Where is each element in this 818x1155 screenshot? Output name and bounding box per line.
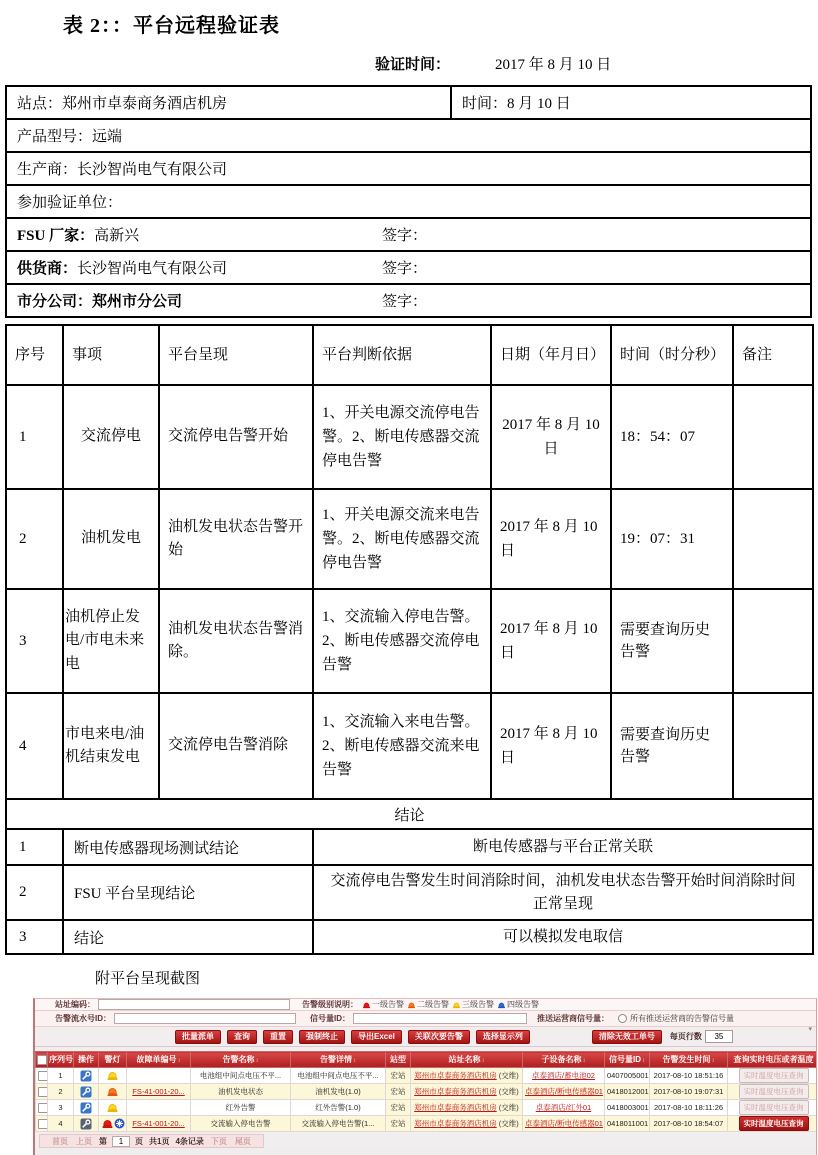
ticket-cell [127,1084,191,1100]
cell-no: 3 [6,589,63,693]
conclusion-item: 结论 [63,920,313,954]
cell-basis: 1、交流输入停电告警。2、断电传感器交流停电告警 [313,589,491,693]
sub-device-link[interactable]: 卓泰酒店/断电传感器01 [525,1087,603,1096]
row-checkbox[interactable] [38,1119,48,1129]
cell-basis: 1、开关电源交流停电告警。2、断电传感器交流停电告警 [313,385,491,489]
cell-date: 2017 年 8 月 10 日 [491,693,611,799]
site-name-cell [411,1116,523,1132]
cell-date: 2017 年 8 月 10 日 [491,489,611,589]
site-suffix: (交维) [496,1103,519,1112]
platform-screenshot [33,998,817,1155]
participants-cell: 参加验证单位： [17,195,123,211]
verify-time-label: 验证时间： [375,57,451,73]
header-row [6,325,813,385]
cell-no: 1 [6,829,63,865]
col-seq: 序列号 [48,1052,74,1068]
site-code-input[interactable] [98,999,290,1010]
cell-no: 1 [6,385,63,489]
conclusion-result: 交流停电告警发生时间消除时间，油机发电状态告警开始时间消除时间正常呈现 [313,865,813,920]
col-header-date: 日期（年月日） [491,325,611,385]
alarm-row [36,1100,818,1116]
record-count-label: 4条记录 [175,1136,204,1146]
query-button[interactable]: 查询 [227,1030,257,1044]
col-signal-id[interactable]: 信号量ID ↕ [605,1052,650,1068]
cell-no: 2 [6,489,63,589]
branch-sign-label: 签字： [382,294,428,310]
branch-cell [7,290,182,311]
conclusion-item: FSU 平台呈现结论 [63,865,313,920]
conclusion-row [6,829,813,865]
cell-date: 2017 年 8 月 10 日 [491,589,611,693]
seq-cell: 3 [48,1100,74,1116]
cell-time: 18：54：07 [611,385,733,489]
orange-alarm-lamp-icon [106,1086,119,1097]
seq-cell: 4 [48,1116,74,1132]
alarm-lamp-cell [99,1068,127,1084]
pagination-bar [39,1134,264,1148]
prev-page-button[interactable]: 上页 [76,1136,92,1146]
alarm-name-cell: 红外告警 [191,1100,291,1116]
push-operator-label: 推送运营商信号量： [537,1014,609,1023]
signal-id-cell: 0418011001 [605,1116,650,1132]
red-alarm-lamp-icon [101,1118,114,1129]
site-name-cell [411,1068,523,1084]
select-all-checkbox[interactable] [37,1055,47,1065]
legend-item-label: 一级告警 [372,1000,404,1009]
cell-item-text: 油机发电 [80,530,141,547]
alarm-detail-cell: 油机发电(1.0) [291,1084,386,1100]
col-header-time: 时间（时分秒） [611,325,733,385]
alarm-table-header-row [36,1052,818,1068]
info-row-fsu [7,217,810,250]
site-name-cell [411,1100,523,1116]
col-alarm-detail[interactable]: 告警详情 ↕ [291,1052,386,1068]
alarm-serial-label: 告警流水号ID： [55,1014,111,1023]
product-cell: 产品型号：远端 [17,129,123,145]
alarm-time-cell: 2017-08-10 18:51:16 [650,1068,728,1084]
branch-label: 市分公司： [17,294,93,310]
info-table [5,85,812,318]
ticket-cell [127,1068,191,1084]
legend-item-level3 [451,999,494,1010]
col-header-basis: 平台判断依据 [313,325,491,385]
row-select-cell[interactable] [36,1100,48,1116]
select-columns-button[interactable]: 选择显示列 [476,1030,530,1044]
alarm-name-cell: 油机发电状态 [191,1084,291,1100]
rows-per-page-label: 每页行数 [669,1032,702,1041]
manufacturer-cell: 生产商：长沙智尚电气有限公司 [17,162,228,178]
alarm-detail-cell: 红外告警(1.0) [291,1100,386,1116]
next-page-button[interactable]: 下页 [210,1136,227,1146]
conclusion-row [6,920,813,954]
page-title: 表 2：：平台远程验证表 [63,15,280,37]
legend-item-label: 二级告警 [417,1000,449,1009]
col-alarm-name[interactable]: 告警名称 ↕ [191,1052,291,1068]
table-row [6,589,813,693]
table-row [6,693,813,799]
wrench-icon[interactable] [80,1070,92,1082]
time-cell: 时间：8 月 10 日 [462,96,571,112]
fsu-label: FSU 厂家： [17,228,95,244]
first-page-button[interactable]: 首页 [52,1136,68,1146]
cell-item-text: 油机停止发电/市电未来电 [65,609,145,672]
legend-label: 告警级别说明： [302,1000,358,1009]
ticket-link[interactable]: FS-41-001-20... [132,1119,185,1128]
row-select-cell[interactable] [36,1116,48,1132]
row-checkbox[interactable] [38,1071,48,1081]
cell-no: 3 [6,920,63,954]
sub-device-cell [523,1068,605,1084]
row-checkbox[interactable] [38,1087,48,1097]
legend-item-label: 三级告警 [462,1000,494,1009]
site-suffix: (交维) [496,1119,519,1128]
wrench-icon[interactable] [80,1102,92,1114]
site-cell: 站点：郑州市卓泰商务酒店机房 [7,87,452,118]
rows-per-page-input[interactable] [705,1030,733,1043]
signal-id-cell: 0407005001 [605,1068,650,1084]
conclusion-item: 断电传感器现场测试结论 [63,829,313,865]
legend-item-level2 [406,999,449,1010]
info-row-participants [7,184,810,217]
cell-present: 油机发电状态告警消除。 [159,589,313,693]
site-code-label: 站址编码： [55,1000,95,1009]
col-header-no: 序号 [6,325,63,385]
realtime-query-button[interactable]: 实时温度电压查询 [739,1100,809,1115]
operation-cell[interactable] [74,1100,99,1116]
cell-item [63,693,159,799]
level1-alarm-icon [362,1001,371,1009]
batch-dispatch-button[interactable]: 批量派单 [175,1030,221,1044]
page-unit-label: 页 [135,1136,143,1146]
operation-cell[interactable] [74,1116,99,1132]
verify-time-line [375,53,818,74]
screenshot-bottom-area [35,1148,816,1155]
row-select-cell[interactable] [36,1084,48,1100]
realtime-query-button[interactable]: 实时温度电压查询 [739,1084,809,1099]
reset-button[interactable]: 重置 [263,1030,293,1044]
col-operation: 操作 [74,1052,99,1068]
conclusion-title: 结论 [6,799,813,829]
operation-cell[interactable] [74,1084,99,1100]
cell-present: 交流停电告警开始 [159,385,313,489]
signal-id-label: 信号量ID： [310,1014,350,1023]
col-alarm-time[interactable]: 告警发生时间 ↕ [650,1052,728,1068]
info-row-site [7,87,810,118]
cell-no: 4 [6,693,63,799]
page-number-input[interactable] [112,1136,130,1147]
total-pages-label: 共1页 [149,1136,170,1146]
supplier-value: 长沙智尚电气有限公司 [77,261,228,277]
push-operator-radio[interactable] [618,1014,627,1023]
supplier-cell [7,257,227,278]
cell-basis: 1、开关电源交流来电告警。2、断电传感器交流停电告警 [313,489,491,589]
site-type-cell: 宏站 [386,1100,411,1116]
sub-device-link[interactable]: 卓泰酒店/断电传感器01 [525,1119,603,1128]
table-row [6,385,813,489]
alarm-time-cell: 2017-08-10 19:07:31 [650,1084,728,1100]
alarm-row [36,1116,818,1132]
site-name-link[interactable]: 郑州市卓泰商务酒店机房 [414,1071,497,1080]
col-header-item: 事项 [63,325,159,385]
alarm-name-cell: 交流输入停电告警 [191,1116,291,1132]
sub-device-cell [523,1084,605,1100]
cell-present: 油机发电状态告警开始 [159,489,313,589]
push-operator-option-label: 所有推送运营商的告警信号量 [630,1014,734,1023]
supplier-label: 供货商： [17,261,78,277]
alarm-name-cell: 电池组中间点电压不平... [191,1068,291,1084]
site-suffix: (交维) [496,1071,519,1080]
site-name-cell [411,1084,523,1100]
alarm-level-legend [302,999,541,1010]
export-excel-button[interactable]: 导出Excel [351,1030,402,1044]
row-select-cell[interactable] [36,1068,48,1084]
cell-item [63,489,159,589]
yellow-alarm-lamp-icon [106,1102,119,1113]
attachment-caption: 附平台呈现截图 [95,971,201,987]
legend-item-level4 [496,999,539,1010]
col-query-realtime: 查询实时电压或者温度 [728,1052,818,1068]
conclusion-result: 可以模拟发电取信 [313,920,813,954]
cell-no: 2 [6,865,63,920]
site-name-link[interactable]: 郑州市卓泰商务酒店机房 [414,1087,497,1096]
cell-item [63,589,159,693]
cell-note [733,385,813,489]
site-type-cell: 宏站 [386,1116,411,1132]
col-site-type: 站型 [386,1052,411,1068]
cell-time: 需要查询历史告警 [611,693,733,799]
site-type-cell: 宏站 [386,1068,411,1084]
signal-id-input[interactable] [353,1013,527,1024]
col-site-name[interactable]: 站址名称 ↕ [411,1052,523,1068]
site-name-link[interactable]: 郑州市卓泰商务酒店机房 [414,1103,497,1112]
verify-time-value: 2017 年 8 月 10 日 [495,57,612,73]
blue-asterisk-badge-icon [114,1118,125,1129]
seq-cell: 2 [48,1084,74,1100]
alarm-table [35,1051,817,1132]
realtime-query-button[interactable]: 实时温度电压查询 [739,1116,809,1131]
cell-item-text: 市电来电/油机结束发电 [65,725,145,765]
info-row-manufacturer [7,151,810,184]
last-page-button[interactable]: 尾页 [234,1136,251,1146]
operation-cell[interactable] [74,1068,99,1084]
alarm-serial-input[interactable] [114,1013,296,1024]
query-cell [728,1116,818,1132]
alarm-lamp-cell [99,1084,127,1100]
query-cell [728,1068,818,1084]
fsu-sign-label: 签字： [382,228,428,244]
row-checkbox[interactable] [38,1103,48,1113]
filter-row-ids [35,1011,816,1027]
realtime-query-button[interactable]: 实时温度电压查询 [739,1068,809,1083]
cell-note [733,489,813,589]
fsu-value: 高新兴 [94,228,140,244]
alarm-time-cell: 2017-08-10 18:11:26 [650,1100,728,1116]
site-suffix: (交维) [496,1087,519,1096]
col-header-note: 备注 [733,325,813,385]
alarm-lamp-cell [99,1116,127,1132]
select-all-header[interactable] [36,1052,48,1068]
alarm-row [36,1068,818,1084]
supplier-sign-label: 签字： [382,261,428,277]
query-cell [728,1100,818,1116]
table-row [6,489,813,589]
ticket-cell [127,1116,191,1132]
col-sub-device[interactable]: 子设备名称 ↕ [523,1052,605,1068]
alarm-detail-cell: 电池组中间点电压不平... [291,1068,386,1084]
cell-item [63,385,159,489]
filter-row-site-code [35,999,816,1011]
info-row-branch [7,283,810,316]
alarm-detail-cell: 交流输入停电告警(1... [291,1116,386,1132]
wrench-icon[interactable] [80,1086,92,1098]
cell-basis: 1、交流输入来电告警。2、断电传感器交流来电告警 [313,693,491,799]
alarm-row [36,1084,818,1100]
alarm-time-cell: 2017-08-10 18:54:07 [650,1116,728,1132]
force-stop-button[interactable]: 强制终止 [299,1030,345,1044]
signal-id-cell: 0418003001 [605,1100,650,1116]
info-row-supplier [7,250,810,283]
site-type-cell: 宏站 [386,1084,411,1100]
level4-alarm-icon [497,1001,506,1009]
alarm-lamp-cell [99,1100,127,1116]
toolbar [35,1027,816,1047]
cell-item-text: 交流停电 [80,428,141,445]
conclusion-result: 断电传感器与平台正常关联 [313,829,813,865]
seq-cell: 1 [48,1068,74,1084]
conclusion-row [6,865,813,920]
page-label: 第 [99,1136,107,1146]
cell-note [733,589,813,693]
clear-invalid-ticket-button[interactable]: 清除无效工单号 [592,1030,662,1044]
branch-value: 郑州市分公司 [92,294,183,310]
verification-table [5,324,814,955]
fsu-cell [7,224,139,245]
conclusion-header-row [6,799,813,829]
sub-device-link[interactable]: 卓泰酒店/蓄电池02 [532,1071,595,1080]
cell-time: 19：07：31 [611,489,733,589]
level3-alarm-icon [452,1001,461,1009]
col-alarm-lamp: 警灯 [99,1052,127,1068]
ticket-link[interactable]: FS-41-001-20... [132,1087,185,1096]
dropdown-arrow-icon[interactable]: ▾ [808,1026,812,1033]
ticket-cell [127,1100,191,1116]
info-row-product [7,118,810,151]
legend-item-label: 四级告警 [507,1000,539,1009]
sub-device-cell [523,1116,605,1132]
level2-alarm-icon [407,1001,416,1009]
cell-present: 交流停电告警消除 [159,693,313,799]
signal-id-cell: 0418012001 [605,1084,650,1100]
col-header-present: 平台呈现 [159,325,313,385]
cell-note [733,693,813,799]
col-ticket-no[interactable]: 故障单编号 ↕ [127,1052,191,1068]
yellow-alarm-lamp-icon [106,1070,119,1081]
sub-device-link[interactable]: 卓泰酒店/红外01 [535,1103,592,1112]
link-secondary-alarm-button[interactable]: 关联次要告警 [408,1030,470,1044]
cell-date: 2017 年 8 月 10 日 [491,385,611,489]
cell-time: 需要查询历史告警 [611,589,733,693]
site-name-link[interactable]: 郑州市卓泰商务酒店机房 [414,1119,497,1128]
legend-item-level1 [361,999,404,1010]
sub-device-cell [523,1100,605,1116]
query-cell [728,1084,818,1100]
